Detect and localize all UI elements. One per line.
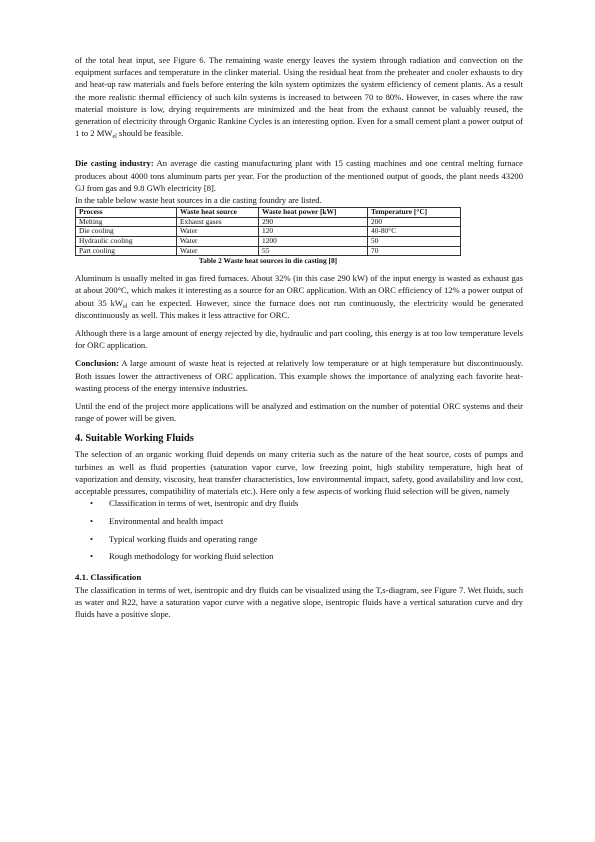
table-intro: In the table below waste heat sources in a die casting foundry are listed. — [75, 195, 322, 206]
table-cell: Part cooling — [76, 246, 177, 256]
col-header-source: Waste heat source — [177, 208, 259, 218]
paragraph-intro: of the total heat input, see Figure 6. The remaining waste energy leaves the system through radiation and convection on the equipment surfaces and temperature in the clinker material. Using the residual heat from the preheater and cooler exhausts to dry and heat-up raw materials and fuels before entering the kiln system optimizes the system efficiency of cement plants. As a result the more realistic thermal efficiency of such kiln systems is increased to between 70 to 80%. However, in cases where the raw material moisture is low, drying requirements are minimized and the heat from the exhaust cannot be valuably reused, the generation of electricity through Organic Rankine Cycles is an interesting option. Even for a small cement plant a power output of 1 to 2 $MW_{el}$ should be feasible. — [75, 55, 523, 141]
table-cell: Melting — [76, 217, 177, 227]
table-cell: Water — [177, 246, 259, 256]
conclusion-label: Conclusion: — [75, 358, 119, 369]
bullet-icon: • — [90, 533, 94, 544]
table-cell: Water — [177, 237, 259, 247]
col-header-process: Process — [76, 208, 177, 218]
table-cell: Die cooling — [76, 227, 177, 237]
spacer — [75, 145, 523, 157]
bullet-list — [75, 497, 523, 562]
subscript-el: el — [112, 134, 117, 141]
table-cell: 55 — [259, 246, 368, 256]
list-item: • Environmental and health impact — [90, 515, 224, 526]
paragraph-aluminum: Aluminum is usually melted in gas fired furnaces. About 32% (in this case 290 kW) of the input energy is wasted as exhaust gas at about 200°C, which makes it interesting as a source for an ORC application. With an ORC efficiency of 12% a power output of about 35 $kW_{el}$ can be expected. However, since the furnace does not run continuously, the electricity would be generated discontinuously as well. This makes it less attractive for ORC. — [75, 273, 523, 320]
subscript-el: el — [123, 303, 128, 310]
table-header-row — [76, 208, 461, 218]
table-cell: 40-80°C — [368, 227, 461, 237]
table-cell: 200 — [368, 217, 461, 227]
bullet-icon: • — [90, 498, 94, 509]
table-cell: Water — [177, 227, 259, 237]
paragraph-section41: The classification in terms of wet, isentropic and dry fluids can be visualized using the T,s-diagram, see Figure 7. Wet fluids, such as water and R22, have a saturation vapor curve with a negative slope, isentropic fluids have a vertical saturation curve and dry fluids have a positive slope. — [75, 584, 523, 619]
table-row — [76, 246, 461, 256]
col-header-power: Waste heat power [kW] — [259, 208, 368, 218]
waste-heat-table — [75, 207, 461, 256]
table-cell: 290 — [259, 217, 368, 227]
paragraph-die-casting: Die casting industry: An average die casting manufacturing plant with 15 casting machines and one central melting furnace produces about 4000 tons aluminum parts per year. For the production of the mentioned output of goods, the plant needs 43200 GJ from gas and 9.8 GWh electricity [8]. — [75, 158, 523, 193]
bullet-icon: • — [90, 515, 94, 526]
section-heading-4: 4. Suitable Working Fluids — [75, 433, 194, 445]
paragraph-although: Although there is a large amount of energy rejected by die, hydraulic and part cooling, this energy is at too low temperature levels for ORC application. — [75, 328, 523, 351]
bullet-icon: • — [90, 551, 94, 562]
table-cell: 1200 — [259, 237, 368, 247]
table-caption: Table 2 Waste heat sources in die casting [8] — [198, 256, 338, 266]
section-heading-4-1: 4.1. Classification — [75, 571, 142, 582]
paragraph-section4: The selection of an organic working fluid depends on many criteria such as the nature of the heat source, costs of pumps and turbines as well as fluid properties (saturation vapor curve, low freezing point, high stability temperature, high heat of vaporization and density, viscosity, heat transfer characteristics, low environmental impact, safety, good availability and low cost, acceptable pressures, compatibility of materials etc.). Here only a few aspects of working fluid selection will be given, namely — [75, 449, 523, 497]
list-item: • Rough methodology for working fluid selection — [90, 551, 274, 562]
paragraph-conclusion: Conclusion: A large amount of waste heat is rejected at relatively low temperature or at high temperature but discontinuously. Both issues lower the attractiveness of ORC application. This example shows the importance of analyzing each favorite heat-wasting process of the energy intensive industries. — [75, 358, 523, 393]
table-cell: 50 — [368, 237, 461, 247]
table-cell: Hydraulic cooling — [76, 237, 177, 247]
table-row — [76, 237, 461, 247]
die-casting-label: Die casting industry: — [75, 158, 154, 169]
list-item: • Typical working fluids and operating range — [90, 533, 258, 544]
paragraph-until: Until the end of the project more applications will be analyzed and estimation on the number of potential ORC systems and their range of power will be given. — [75, 401, 523, 424]
col-header-temperature: Temperature [°C] — [368, 208, 461, 218]
table-cell: 70 — [368, 246, 461, 256]
table-cell: Exhaust gases — [177, 217, 259, 227]
table-cell: 120 — [259, 227, 368, 237]
list-item: • Classification in terms of wet, isentropic and dry fluids — [90, 498, 299, 509]
document-page — [75, 54, 523, 626]
